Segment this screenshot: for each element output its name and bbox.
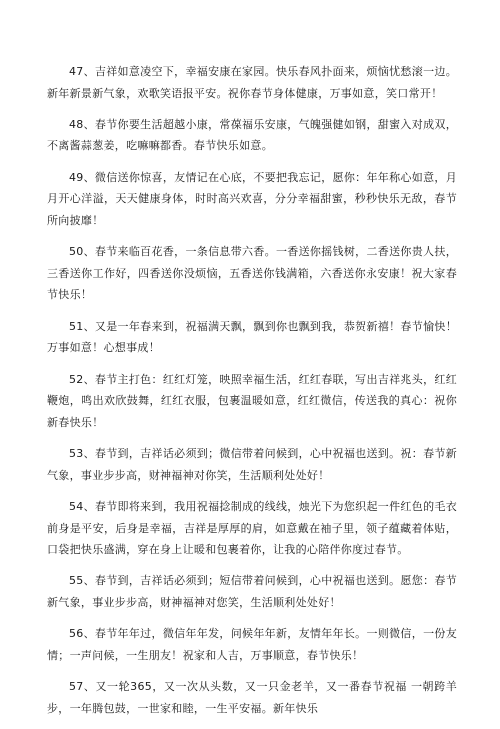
paragraph-53: 53、春节到，吉祥话必须到；微信带着问候到，心中祝福也送到。祝：春节新气象，事业步步高，财神福神对你笑，生活顺利处处好！	[47, 447, 457, 482]
paragraph-47: 47、吉祥如意凌空下，幸福安康在家园。快乐春风扑面来，烦恼忧愁滚一边。新年新景新气象，欢歌笑语报平安。祝你春节身体健康，万事如意，笑口常开！	[47, 65, 457, 100]
paragraph-52: 52、春节主打色：红红灯笼，映照幸福生活，红红春联，写出吉祥兆头，红红鞭炮，鸣出欢欣鼓舞，红红衣服，包裹温暖如意，红红微信，传送我的真心：祝你新春快乐！	[47, 372, 457, 429]
document-body	[47, 61, 457, 729]
paragraph-56: 56、春节年年过，微信年年发，问候年年新，友情年年长。一则微信，一份友情；一声问候，一生朋友！祝家和人吉，万事顺意，春节快乐！	[47, 627, 457, 662]
paragraph-50: 50、春节来临百花香，一条信息带六香。一香送你摇钱树，二香送你贵人扶，三香送你工作好，四香送你没烦恼，五香送你钱满箱，六香送你永安康！祝大家春节快乐！	[47, 245, 457, 302]
paragraph-49: 49、微信送你惊喜，友情记在心底，不要把我忘记，愿你：年年称心如意，月月开心洋溢，天天健康身体，时时高兴欢喜，分分幸福甜蜜，秒秒快乐无敌，春节所向披靡！	[47, 170, 457, 227]
paragraph-48: 48、春节你要生活超越小康，常葆福乐安康，气魄强健如钢，甜蜜入对成双，不离酱蒜葱姜，吃嘛嘛都香。春节快乐如意。	[47, 117, 457, 153]
paragraph-54: 54、春节即将来到，我用祝福捻制成的线线，烛光下为您织起一件红色的毛衣 前身是平安，后身是幸福，吉祥是厚厚的肩，如意戴在袖子里，领子蕴藏着体贴，口袋把快乐盛满，穿在身上让暖和包裹着你，让我的心陪伴你度过春节。	[47, 499, 457, 557]
paragraph-55: 55、春节到，吉祥话必须到；短信带着问候到，心中祝福也送到。愿您：春节新气象，事业步步高，财神福神对您笑，生活顺利处处好！	[47, 574, 457, 609]
paragraph-57: 57、又一轮365，又一次从头数，又一只金老羊，又一番春节祝福 一朝跨羊步，一年腾包鼓，一世家和睦，一生平安福。新年快乐	[47, 680, 457, 715]
paragraph-51: 51、又是一年春来到，祝福满天飘，飘到你也飘到我，恭贺新禧！春节愉快！万事如意！心想事成！	[47, 319, 457, 355]
